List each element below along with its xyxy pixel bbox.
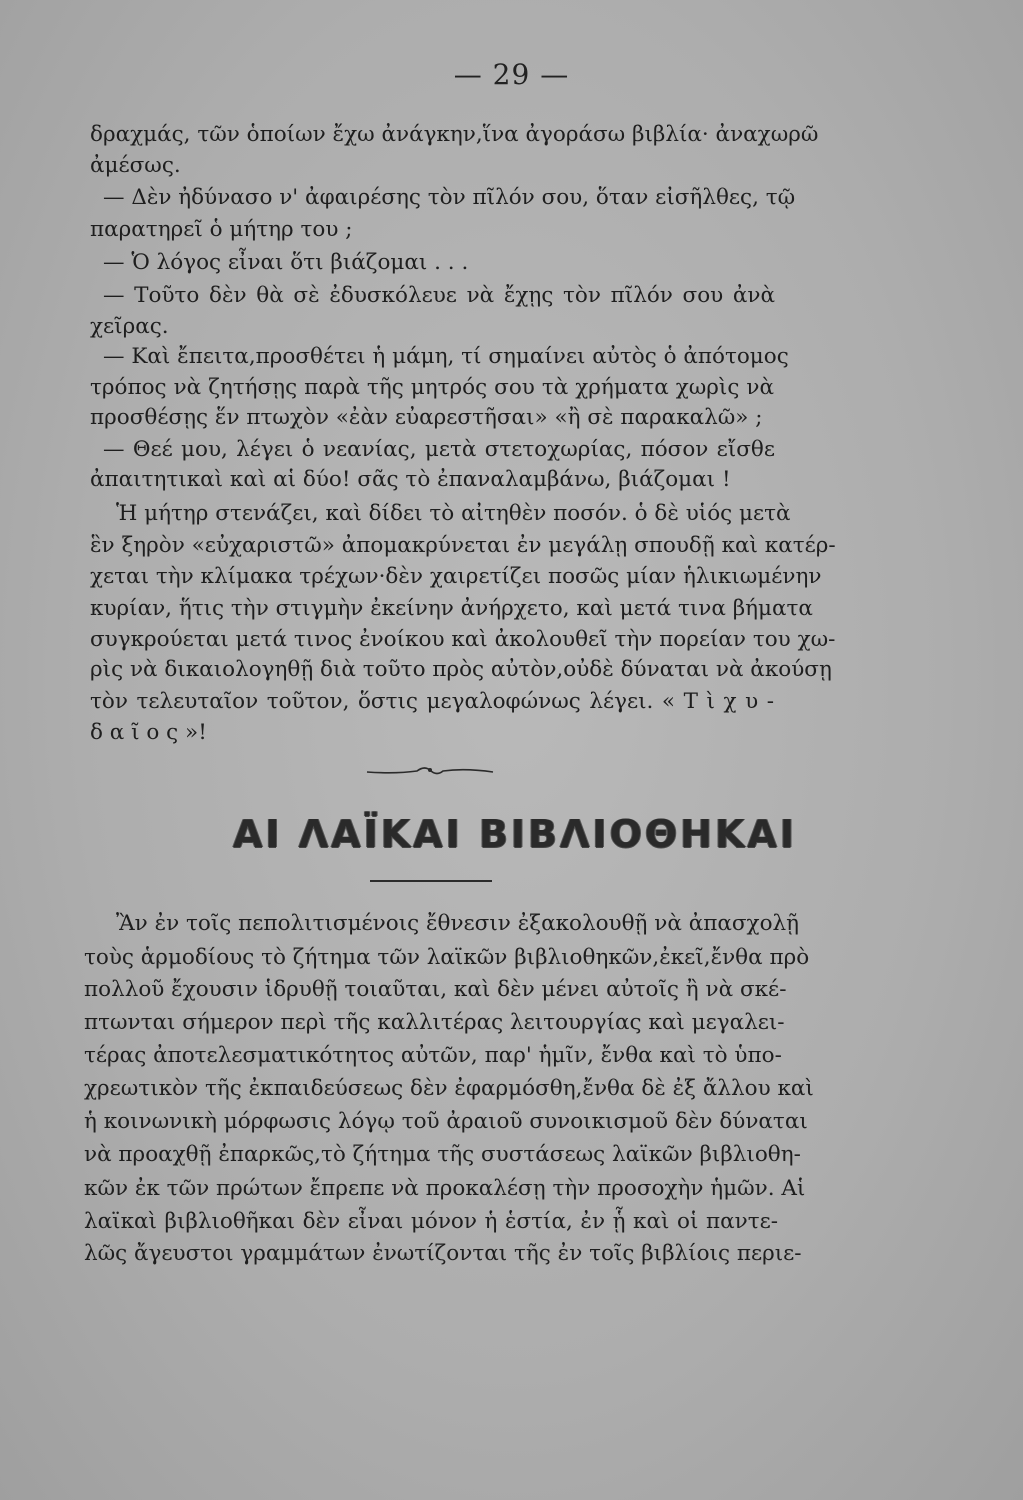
text-line: Ἡ μήτηρ στενάζει, καὶ δίδει τὸ αἰτηθὲν ποσόν. ὁ δὲ υἱός μετὰ — [116, 501, 791, 526]
text-line: τέρας ἀποτελεσματικότητος αὐτῶν, παρ' ἡμῖν, ἔνθα καὶ τὸ ὑπο- — [84, 1043, 782, 1068]
text-line: — Καὶ ἔπειτα,προσθέτει ἡ μάμη, τί σημαίνει αὐτὸς ὁ ἀπότομος — [103, 344, 789, 369]
text-line: χεται τὴν κλίμακα τρέχων·δὲν χαιρετίζει ποσῶς μίαν ἡλικιωμένην — [90, 564, 822, 589]
text-line: Ἂν ἐν τοῖς πεπολιτισμένοις ἔθνεσιν ἐξακολουθῇ νὰ ἀπασχολῇ — [116, 911, 800, 936]
text-line: πτωνται σήμερον περὶ τῆς καλλιτέρας λειτουργίας καὶ μεγαλει- — [84, 1010, 785, 1035]
text-line: κῶν ἐκ τῶν πρώτων ἔπρεπε νὰ προκαλέσῃ τὴν προσοχὴν ἡμῶν. Αἱ — [84, 1176, 806, 1201]
text-line: πολλοῦ ἔχουσιν ἱδρυθῇ τοιαῦται, καὶ δὲν μένει αὐτοῖς ἢ νὰ σκέ- — [84, 977, 787, 1002]
text-line: προσθέσῃς ἕν πτωχὸν «ἐὰν εὐαρεστῆσαι» «ἢ σὲ παρακαλῶ» ; — [90, 405, 763, 430]
text-line: ρὶς νὰ δικαιολογηθῇ διὰ τοῦτο πρὸς αὐτὸν,οὐδὲ δύναται νὰ ἀκούσῃ — [90, 657, 832, 682]
text-line: κυρίαν, ἥτις τὴν στιγμὴν ἐκείνην ἀνήρχετο, καὶ μετά τινα βήματα — [90, 596, 813, 621]
text-line: ἓν ξηρὸν «εὐχαριστῶ» ἀπομακρύνεται ἐν μεγάλῃ σπουδῇ καὶ κατέρ- — [90, 533, 836, 558]
text-line: δ α ῖ ο ς »! — [90, 720, 207, 745]
text-line: ἀπαιτητικαὶ καὶ αἱ δύο! σᾶς τὸ ἐπαναλαμβάνω, βιάζομαι ! — [90, 467, 731, 492]
text-line: τοὺς ἁρμοδίους τὸ ζήτημα τῶν λαϊκῶν βιβλιοθηκῶν,ἐκεῖ,ἔνθα πρὸ — [84, 945, 810, 970]
text-line: — Δὲν ἠδύνασο ν' ἀφαιρέσης τὸν πῖλόν σου, ὅταν εἰσῆλθες, τῷ — [103, 185, 796, 210]
text-line: — Τοῦτο δὲν θὰ σὲ ἐδυσκόλευε νὰ ἔχῃς τὸν πῖλόν σου ἀνὰ — [103, 283, 775, 308]
text-line: τὸν τελευταῖον τοῦτον, ὅστις μεγαλοφώνως λέγει. « Τ ὶ χ υ - — [90, 689, 774, 714]
ornament-divider — [365, 764, 495, 778]
text-line: λαϊκαὶ βιβλιοθῆκαι δὲν εἶναι μόνον ἡ ἑστία, ἐν ᾗ καὶ οἱ παντε- — [84, 1209, 778, 1234]
text-line: συγκρούεται μετά τινος ἐνοίκου καὶ ἀκολουθεῖ τὴν πορείαν του χω- — [90, 627, 836, 652]
text-line: παρατηρεῖ ὁ μήτηρ του ; — [90, 217, 353, 242]
text-line: — Θεέ μου, λέγει ὁ νεανίας, μετὰ στετοχωρίας, πόσον εἴσθε — [103, 437, 775, 462]
text-line: δραχμάς, τῶν ὁποίων ἔχω ἀνάγκην,ἵνα ἀγοράσω βιβλία· ἀναχωρῶ — [90, 122, 819, 147]
text-line: — Ὁ λόγος εἶναι ὅτι βιάζομαι . . . — [103, 250, 469, 275]
text-line: ἀμέσως. — [90, 153, 181, 178]
text-line: χεῖρας. — [90, 314, 169, 339]
text-line: λῶς ἄγευστοι γραμμάτων ἐνωτίζονται τῆς ἐν τοῖς βιβλίοις περιε- — [84, 1241, 802, 1266]
text-line: τρόπος νὰ ζητήσῃς παρὰ τῆς μητρός σου τὰ χρήματα χωρὶς νὰ — [90, 375, 774, 400]
text-line: νὰ προαχθῇ ἐπαρκῶς,τὸ ζήτημα τῆς συστάσεως λαϊκῶν βιβλιοθη- — [84, 1142, 801, 1167]
page-number: — 29 — — [453, 58, 570, 91]
text-line: χρεωτικὸν τῆς ἐκπαιδεύσεως δὲν ἐφαρμόσθη,ἔνθα δὲ ἐξ ἄλλου καὶ — [84, 1076, 814, 1101]
section-heading: ΑΙ ΛΑΪΚΑΙ ΒΙΒΛΙΟΘΗΚΑΙ — [233, 812, 797, 856]
text-line: ἡ κοινωνικὴ μόρφωσις λόγῳ τοῦ ἀραιοῦ συνοικισμοῦ δὲν δύναται — [84, 1109, 808, 1134]
heading-rule — [370, 880, 492, 882]
